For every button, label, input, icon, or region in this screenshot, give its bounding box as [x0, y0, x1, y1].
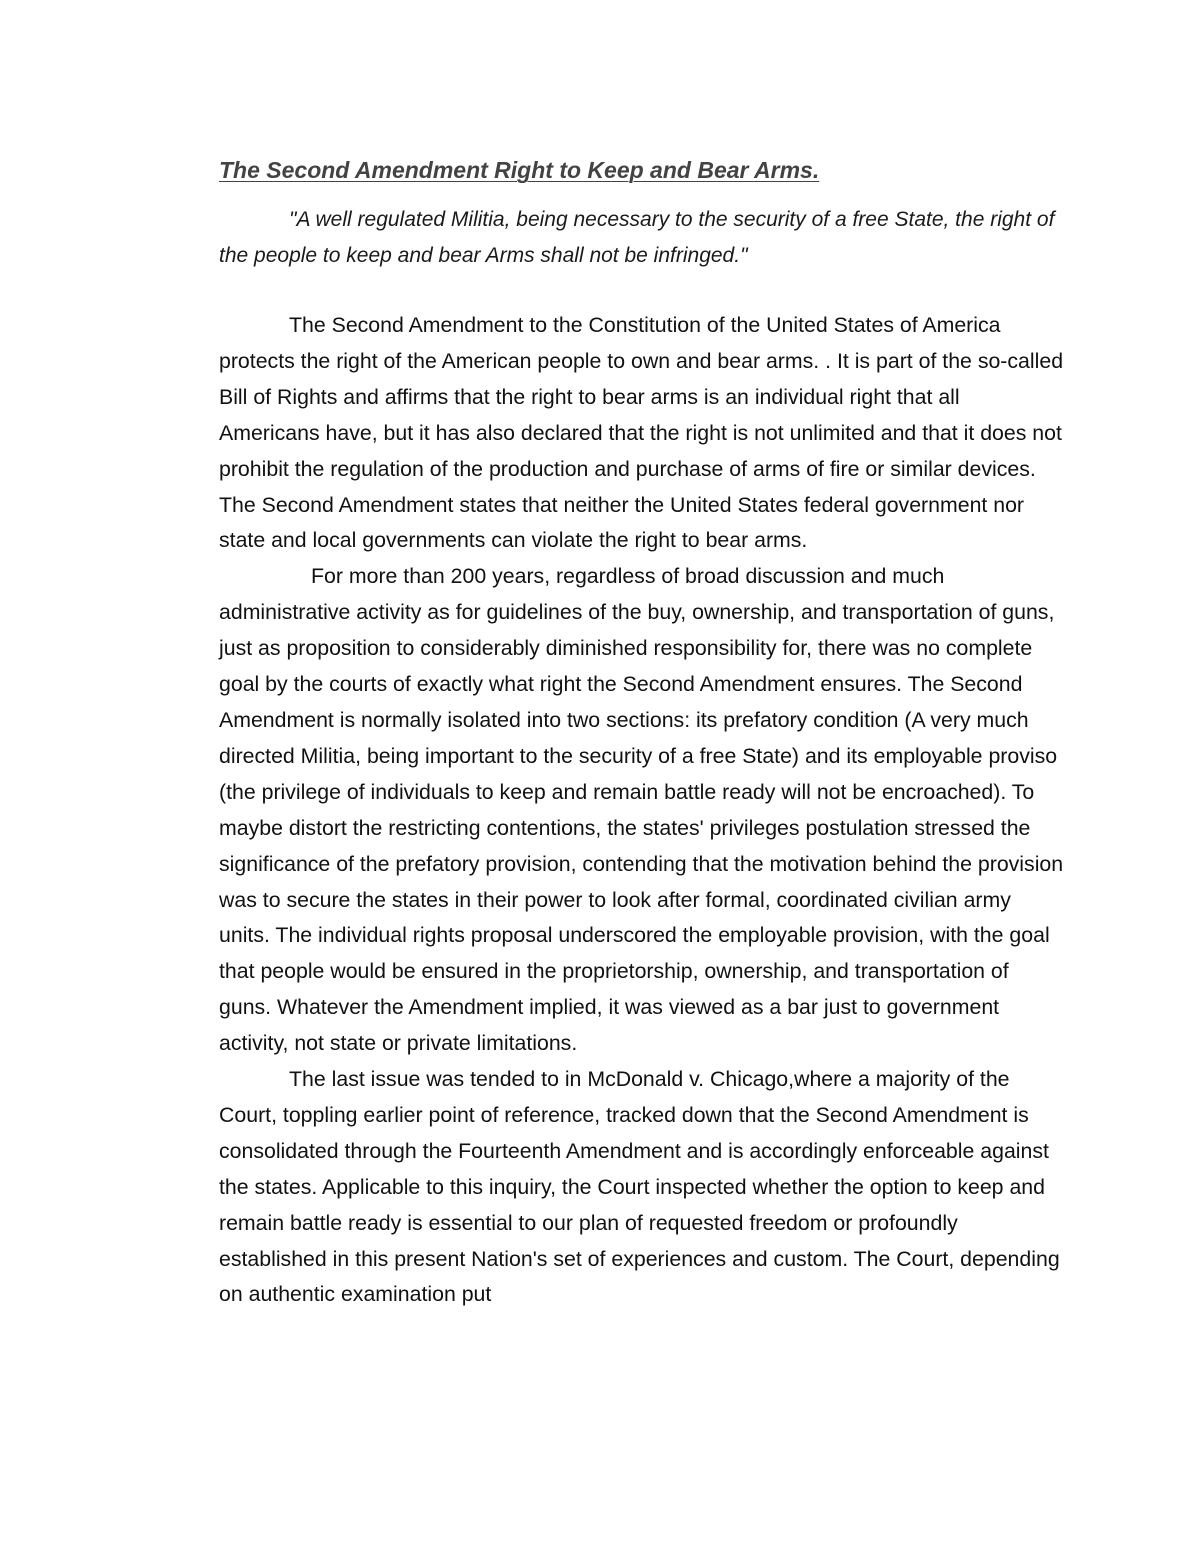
document-body — [219, 150, 1064, 1313]
amendment-quote: "A well regulated Militia, being necessary to the security of a free State, the right of the people to keep and bear Arms shall not be infringed." — [219, 208, 1055, 267]
paragraph-1: The Second Amendment to the Constitution of the United States of America protects the right of the American people to own and bear arms. . It is part of the so-called Bill of Rights and affirms that the right to bear arms is an individual right that all Americans have, but it has also declared that the right is not unlimited and that it does not prohibit the regulation of the production and purchase of arms of fire or similar devices. The Second Amendment states that neither the United States federal government nor state and local governments can violate the right to bear arms. — [219, 313, 1064, 553]
paragraph-3: The last issue was tended to in McDonald v. Chicago,where a majority of the Court, toppling earlier point of reference, tracked down that the Second Amendment is consolidated through the Fourteenth Amendment and is accordingly enforceable against the states. Applicable to this inquiry, the Court inspected whether the option to keep and remain battle ready is essential to our plan of requested freedom or profoundly established in this present Nation's set of experiences and custom. The Court, depending on authentic examination put — [219, 1067, 1060, 1307]
paragraph-2: For more than 200 years, regardless of broad discussion and much administrative activity as for guidelines of the buy, ownership, and transportation of guns, just as proposition to considerably diminished responsibility for, there was no complete goal by the courts of exactly what right the Second Amendment ensures. The Second Amendment is normally isolated into two sections: its prefatory condition (A very much directed Militia, being important to the security of a free State) and its employable proviso (the privilege of individuals to keep and remain battle ready will not be encroached). To maybe distort the restricting contentions, the states' privileges postulation stressed the significance of the prefatory provision, contending that the motivation behind the provision was to secure the states in their power to look after formal, coordinated civilian army units. The individual rights proposal underscored the employable provision, with the goal that people would be ensured in the proprietorship, ownership, and transportation of guns. Whatever the Amendment implied, it was viewed as a bar just to government activity, not state or private limitations. — [219, 564, 1064, 1056]
document-title: The Second Amendment Right to Keep and Bear Arms. — [219, 157, 820, 183]
